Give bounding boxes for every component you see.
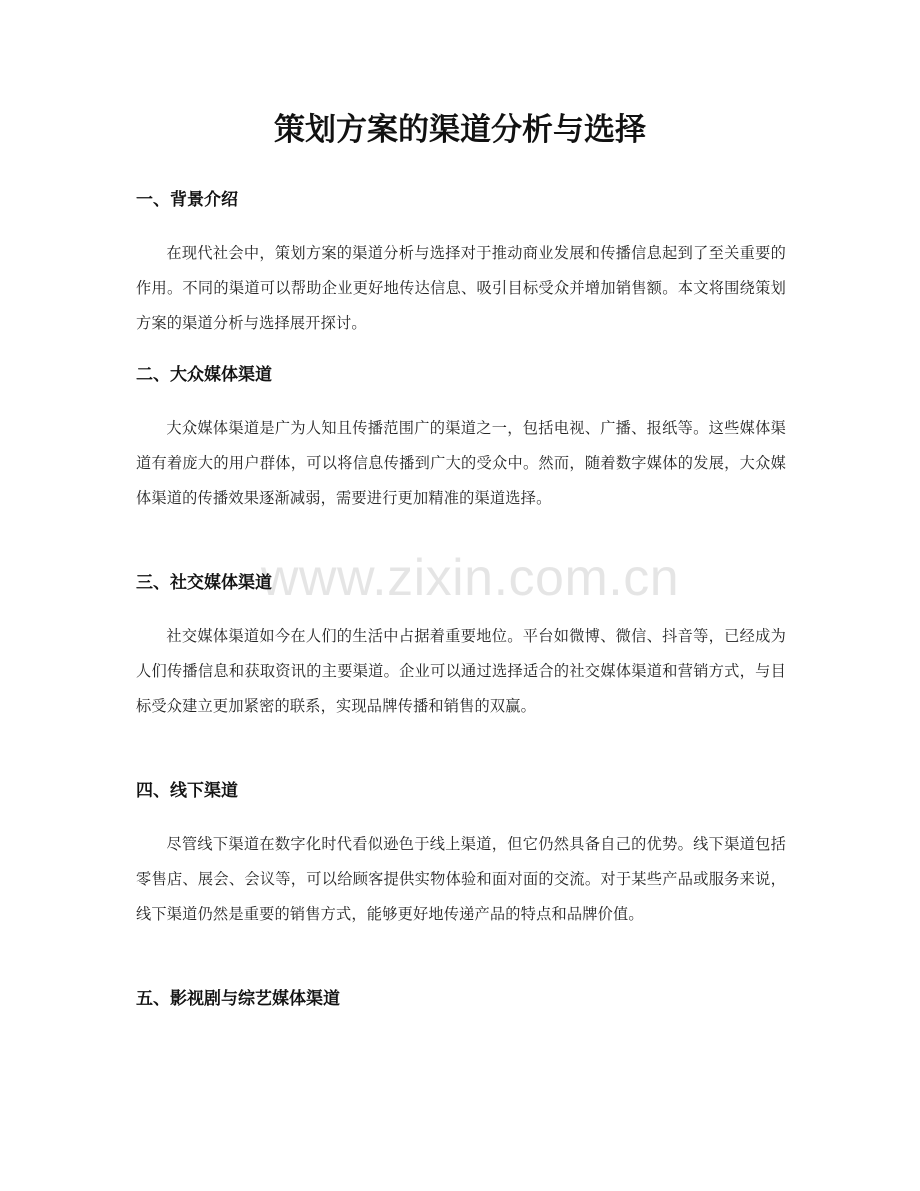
section-paragraph: 在现代社会中，策划方案的渠道分析与选择对于推动商业发展和传播信息起到了至关重要的作用。不同的渠道可以帮助企业更好地传达信息、吸引目标受众并增加销售额。本文将围绕策划方案的渠道分析与选择展开探讨。 (136, 244, 786, 332)
section-heading: 五、影视剧与综艺媒体渠道 (136, 989, 340, 1009)
watermark: www.zixin.com.cn (260, 549, 680, 607)
section-heading: 四、线下渠道 (136, 781, 238, 801)
section-film-variety (136, 985, 786, 1013)
section-paragraph: 社交媒体渠道如今在人们的生活中占据着重要地位。平台如微博、微信、抖音等，已经成为人们传播信息和获取资讯的主要渠道。企业可以通过选择适合的社交媒体渠道和营销方式，与目标受众建立更加紧密的联系，实现品牌传播和销售的双赢。 (136, 627, 786, 715)
section-paragraph: 大众媒体渠道是广为人知且传播范围广的渠道之一，包括电视、广播、报纸等。这些媒体渠道有着庞大的用户群体，可以将信息传播到广大的受众中。然而，随着数字媒体的发展，大众媒体渠道的传播效果逐渐减弱，需要进行更加精准的渠道选择。 (136, 419, 786, 507)
section-mass-media (136, 361, 786, 516)
section-heading: 二、大众媒体渠道 (136, 365, 272, 385)
section-paragraph: 尽管线下渠道在数字化时代看似逊色于线上渠道，但它仍然具备自己的优势。线下渠道包括零售店、展会、会议等，可以给顾客提供实物体验和面对面的交流。对于某些产品或服务来说，线下渠道仍然是重要的销售方式，能够更好地传递产品的特点和品牌价值。 (136, 835, 786, 923)
section-background (136, 186, 786, 341)
section-heading: 三、社交媒体渠道 (136, 573, 272, 593)
document-title: 策划方案的渠道分析与选择 (274, 112, 646, 148)
section-social-media (136, 569, 786, 724)
section-heading: 一、背景介绍 (136, 190, 238, 210)
section-offline (136, 777, 786, 932)
